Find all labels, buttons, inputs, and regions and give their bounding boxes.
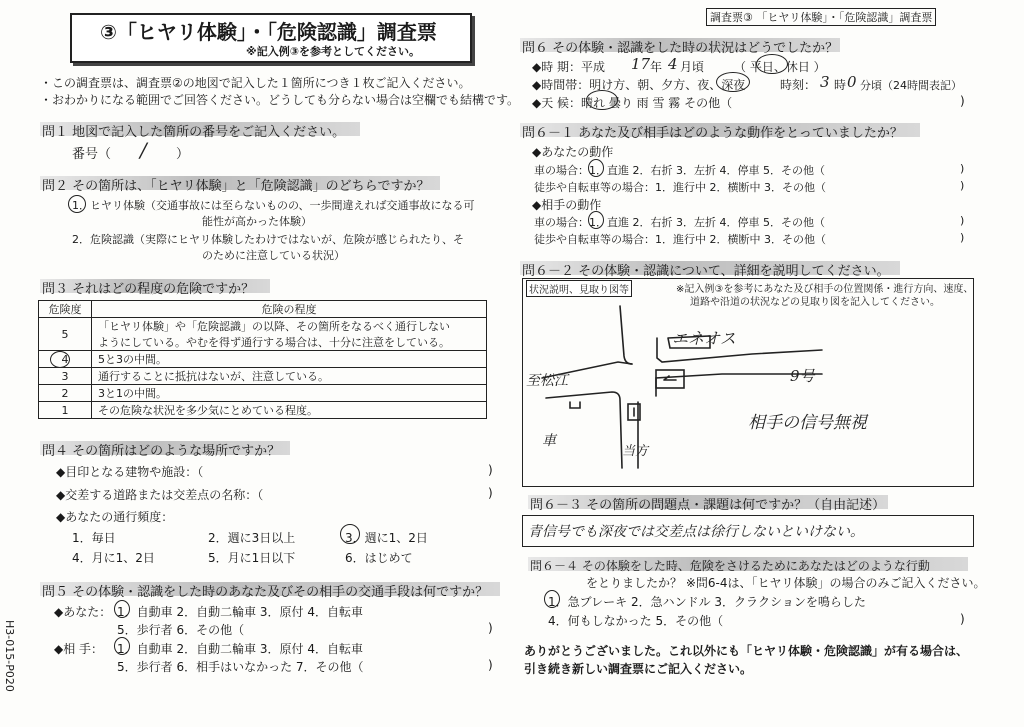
q6-1-you-car-close: ) xyxy=(960,162,965,175)
q2-title: 問２ その箇所は、「ヒヤリ体験」と「危険認識」のどちらですか？ xyxy=(42,179,430,194)
q6-1-you-walk-close: ) xyxy=(960,179,965,192)
closing-line-2: 引き続き新しい調査票にご記入ください。 xyxy=(524,662,753,676)
sketch-label-car: 車 xyxy=(542,433,556,449)
q6-2-title: 問６－２ その体験・認識について、詳細を説明してください。 xyxy=(522,264,890,279)
q6-4-row-1: 1．急ブレーキ 2．急ハンドル 3．クラクションを鳴らした xyxy=(548,595,866,609)
q4-intersection-close: ) xyxy=(488,486,493,500)
table-row xyxy=(39,351,487,368)
sketch-note-1: ※記入例③を参考にあなた及び相手の位置関係・進行方向、速度、 xyxy=(676,284,974,295)
q1-number-label: 番号（ xyxy=(72,147,112,162)
q6-3-title: 問６－３ その箇所の問題点・課題は何ですか？（自由記述） xyxy=(530,498,886,513)
q6-1-you-heading: ◆あなたの動作 xyxy=(532,145,614,159)
table-header: 危険度 xyxy=(39,301,92,318)
q6-1-other-car: 車の場合：1．直進 2．右折 3．左折 4．停車 5．その他（ xyxy=(534,216,825,229)
q6-weather-close: ) xyxy=(960,94,965,108)
table-row xyxy=(39,402,487,419)
q6-period-label: ◆時 期：平成 xyxy=(532,60,606,74)
q6-minute-unit: 分頃（24時間表記） xyxy=(860,79,962,92)
answer-circle xyxy=(50,351,70,368)
q4-landmark-close: ) xyxy=(488,463,493,477)
q6-minute: 0 xyxy=(847,73,857,91)
desc-line: 「ヒヤリ体験」や「危険認識」の以降、その箇所をなるべく通行しない xyxy=(98,320,450,333)
q6-1-you-walk: 徒歩や自転車等の場合：1．進行中 2．横断中 3．その他（ xyxy=(534,181,826,194)
q6-day-type: （ 平日、休日 ） xyxy=(734,60,826,74)
car-outline xyxy=(656,370,684,388)
description-cell: 3と1の中間。 xyxy=(92,385,487,402)
q5-you-row1: 1．自動車 2．自動二輪車 3．原付 4．自転車 xyxy=(117,605,363,619)
q6-1-you-car: 車の場合：1．直進 2．右折 3．左折 4．停車 5．その他（ xyxy=(534,164,825,177)
q2-option-2a: 2．危険認識（実際にヒヤリ体験したわけではないが、危険が感じられたり、そ xyxy=(72,233,464,246)
q6-1-other-walk-close: ) xyxy=(960,231,965,244)
q6-4-title: 問６－４ その体験をした時、危険をさけるためにあなたはどのような行動 xyxy=(530,559,930,573)
q1-title: 問１ 地図で記入した箇所の番号をご記入ください。 xyxy=(42,125,346,140)
q5-you-label: ◆あなた： xyxy=(54,605,112,619)
freq-option: 5．月に1日以下 xyxy=(208,551,296,565)
sketch-box-label: 状況説明、見取り図等 xyxy=(526,280,632,297)
sketch-note-2: 道路や沿道の状況などの見取り図を記入してください。 xyxy=(690,297,940,308)
sketch-label-right: 9号 xyxy=(790,367,815,385)
q5-other-label: ◆相 手： xyxy=(54,642,104,656)
sketch-label-bottom: 当方 xyxy=(622,444,649,459)
freq-option: 3．週に1、2日 xyxy=(345,531,428,545)
q5-title: 問５ その体験・認識をした時のあなた及びその相手の交通手段は何ですか？ xyxy=(42,585,489,600)
q6-title: 問６ その体験・認識をした時の状況はどうでしたか？ xyxy=(522,41,839,56)
table-header-row xyxy=(39,301,487,318)
q6-month-unit: 月頃 xyxy=(680,60,705,74)
page-title: ③「ヒヤリ体験」・「危険認識」調査票 xyxy=(100,20,437,44)
level-value: 4 xyxy=(61,352,69,366)
closing-line-1: ありがとうございました。これ以外にも「ヒヤリ体験・危険認識」が有る場合は、 xyxy=(524,644,969,658)
page-subtitle: ※記入例③を参考としてください。 xyxy=(246,45,421,58)
q4-frequency-label: ◆あなたの通行頻度： xyxy=(56,510,174,524)
q6-weather-circle xyxy=(586,90,618,110)
description-cell xyxy=(92,318,487,351)
q6-3-answer: 青信号でも深夜では交差点は徐行しないといけない。 xyxy=(528,524,864,540)
side-code: H3-015-P020 xyxy=(3,620,16,692)
signal-mark xyxy=(570,402,580,408)
form-label: 調査票③ 「ヒヤリ体験」・「危険認識」調査票 xyxy=(706,8,936,26)
q6-clock-label: 時刻： xyxy=(780,78,817,92)
road-line xyxy=(620,306,632,364)
q6-hour-unit: 時 xyxy=(834,78,847,92)
q6-year: 17 xyxy=(631,55,651,73)
intro-line-2: ・おわかりになる範囲でご回答ください。どうしても分らない場合は空欄でも結構です。 xyxy=(40,93,520,107)
q6-month: 4 xyxy=(668,55,678,73)
level-cell: 5 xyxy=(39,318,92,351)
level-cell: 1 xyxy=(39,402,92,419)
sketch-label-left: 至松江 xyxy=(526,373,568,389)
sketch-drawing xyxy=(522,278,974,487)
table-row xyxy=(39,385,487,402)
q6-1-other-car-close: ) xyxy=(960,214,965,227)
q4-title: 問４ その箇所はどのような場所ですか？ xyxy=(42,444,281,459)
q6-weekday-circle xyxy=(756,54,788,74)
q5-other-close: ) xyxy=(488,658,493,672)
description-cell: 通行することに抵抗はないが、注意している。 xyxy=(92,368,487,385)
q6-4-row-2: 4．何もしなかった 5．その他（ xyxy=(548,614,724,628)
q6-weather: ◆天 候：晴れ 曇り 雨 雪 霧 その他（ xyxy=(532,96,733,110)
description-cell: 5と3の中間。 xyxy=(92,351,487,368)
q2-option-1a: 1．ヒヤリ体験（交通事故には至らないものの、一歩間違えれば交通事故になる可 xyxy=(72,199,475,212)
level-cell: 3 xyxy=(39,368,92,385)
desc-line: ようにしている。やむを得ず通行する場合は、十分に注意をしている。 xyxy=(98,336,450,349)
q4-intersection: ◆交差する道路または交差点の名称：（ xyxy=(56,488,264,502)
table-row xyxy=(39,368,487,385)
q3-title: 問３ それはどの程度の危険ですか？ xyxy=(42,282,255,297)
freq-option: 4．月に1、2日 xyxy=(72,551,155,565)
table-header: 危険の程度 xyxy=(92,301,487,318)
freq-option: 2．週に3日以上 xyxy=(208,531,296,545)
sketch-label-eneos: エネオス xyxy=(672,329,736,348)
freq-option: 6．はじめて xyxy=(345,551,413,565)
q1-close: ） xyxy=(176,147,190,162)
q6-4-close: ) xyxy=(960,612,965,626)
q6-year-unit: 年 xyxy=(650,60,663,74)
intro-line-1: ・この調査票は、調査票②の地図で記入した１箇所につき１枚ご記入ください。 xyxy=(40,76,471,90)
q1-answer: / xyxy=(140,138,147,162)
level-cell xyxy=(39,351,92,368)
q2-option-1b: 能性が高かった体験） xyxy=(202,215,312,228)
description-cell: その危険な状況を多少気にとめている程度。 xyxy=(92,402,487,419)
road-line xyxy=(546,392,622,468)
q4-landmark: ◆目印となる建物や施設：（ xyxy=(56,465,204,479)
q6-late-night-circle xyxy=(716,72,750,92)
danger-table xyxy=(38,300,487,419)
q2-option-2b: のために注意している状況） xyxy=(202,249,345,262)
q5-you-close: ) xyxy=(488,621,493,635)
q6-hour: 3 xyxy=(820,73,830,91)
freq-option: 1．毎日 xyxy=(72,531,116,545)
q6-time-band: ◆時間帯：明け方、朝、夕方、夜、深夜 xyxy=(532,78,746,92)
q6-1-title: 問６－１ あなた及び相手はどのような動作をとっていましたか？ xyxy=(522,126,903,141)
sketch-label-signal: 相手の信号無視 xyxy=(748,413,867,433)
q5-you-row2: 5．歩行者 6．その他（ xyxy=(117,623,245,637)
level-cell: 2 xyxy=(39,385,92,402)
q6-1-other-heading: ◆相手の動作 xyxy=(532,198,602,212)
q5-other-row1: 1．自動車 2．自動二輪車 3．原付 4．自転車 xyxy=(117,642,363,656)
table-row xyxy=(39,318,487,351)
q6-4-title-2: をとりましたか？ ※問6-4は、「ヒヤリ体験」の場合のみご記入ください。 xyxy=(586,576,986,590)
q5-other-row2: 5．歩行者 6．相手はいなかった 7．その他（ xyxy=(117,660,364,674)
q6-1-other-walk: 徒歩や自転車等の場合：1．進行中 2．横断中 3．その他（ xyxy=(534,233,826,246)
